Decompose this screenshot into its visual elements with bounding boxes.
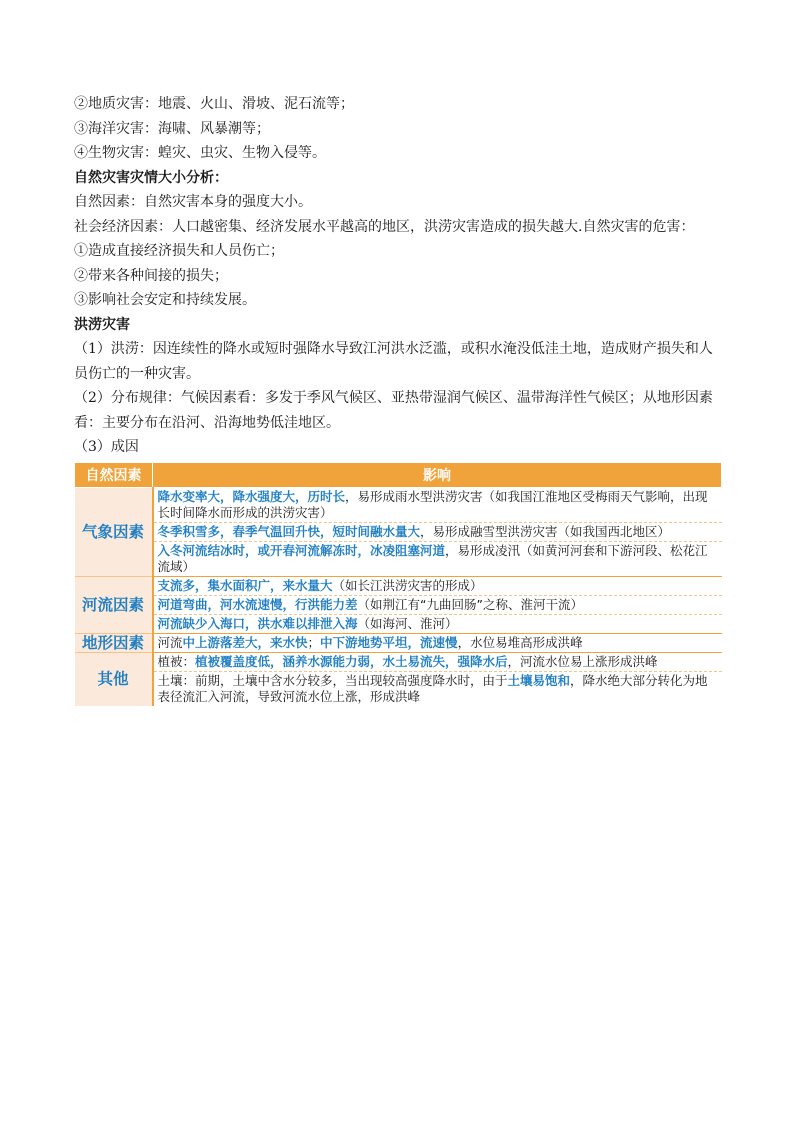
document-body [74, 92, 722, 706]
flood-heading: 洪涝灾害 [74, 316, 130, 333]
table-header-row [75, 462, 722, 487]
impact-text: 河流 [157, 634, 183, 650]
harm-line-2: ②带来各种间接的损失； [74, 267, 228, 284]
highlight-text: 河流缺少入海口，洪水难以排泄入海 [157, 615, 358, 631]
category-other: 其他 [75, 652, 153, 706]
highlight-text: 中下游地势平坦，流速慢 [320, 634, 458, 650]
analysis-heading: 自然灾害灾情大小分析： [74, 169, 228, 186]
impact-text: （如长江洪涝灾害的形成） [332, 577, 483, 593]
highlight-text: 支流多，集水面积广，来水量大 [157, 577, 333, 593]
highlight-text: 土壤易饱和 [507, 672, 571, 688]
category-terrain: 地形因素 [75, 633, 153, 652]
flood-definition: （1）洪涝：因连续性的降水或短时强降水导致江河洪水泛滥，或积水淹没低洼土地，造成财产损失和人员伤亡的一种灾害。 [74, 341, 713, 382]
terrain-impact [153, 633, 722, 652]
flood-causes-table [74, 462, 722, 706]
table-row [75, 595, 722, 614]
natural-factor-line: 自然因素：自然灾害本身的强度大小。 [74, 194, 312, 210]
table-row [75, 633, 722, 652]
river-impact-tributaries [153, 576, 722, 595]
impact-text: ，易形成凌汛（如黄河河套和下游河段、松花江流域） [157, 542, 708, 574]
impact-text: ，河流水位易上涨形成洪峰 [507, 653, 658, 669]
header-natural-factors: 自然因素 [75, 462, 153, 487]
impact-text: （如海河、淮河） [357, 615, 458, 631]
table-row [75, 614, 722, 633]
impact-text: 土壤：前期，土壤中含水分较多，当出现较高强度降水时，由于 [157, 672, 508, 688]
climate-impact-snowmelt [153, 522, 722, 541]
flood-distribution: （2）分布规律：气候因素看：多发于季风气候区、亚热带湿润气候区、温带海洋性气候区；从地形因素看：主要分布在沿河、沿海地势低洼地区。 [74, 390, 713, 431]
highlight-text: 入冬河流结冰时，或开春河流解冻时，冰凌阻塞河道 [157, 542, 446, 558]
table-row [75, 652, 722, 671]
other-impact-soil [153, 671, 722, 706]
intro-line-ocean: ③海洋灾害：海啸、风暴潮等； [74, 120, 270, 137]
climate-impact-rain [153, 487, 722, 522]
table-row [75, 671, 722, 706]
category-climate: 气象因素 [75, 487, 153, 576]
highlight-text: 降水变率大，降水强度大，历时长 [157, 488, 346, 504]
harm-line-3: ③影响社会安定和持续发展。 [74, 292, 256, 308]
harm-line-1: ①造成直接经济损失和人员伤亡； [74, 243, 284, 259]
header-impact: 影响 [153, 462, 722, 487]
table-row [75, 487, 722, 522]
intro-line-geology: ②地质灾害：地震、火山、滑坡、泥石流等； [74, 96, 354, 112]
category-river: 河流因素 [75, 576, 153, 633]
impact-text: ，易形成融雪型洪涝灾害（如我国西北地区） [420, 523, 671, 539]
impact-text: ，易形成雨水型洪涝灾害（如我国江淮地区受梅雨天气影响，出现长时间降水而形成的洪涝灾害） [157, 488, 708, 520]
flood-causes-label: （3）成因 [74, 439, 139, 455]
impact-text: ，降水绝大部分转化为地表径流汇入河流，导致河流水位上涨，形成洪峰 [157, 672, 708, 704]
impact-text: （如荆江有“九曲回肠”之称、淮河干流） [357, 596, 583, 612]
socio-factor-line: 社会经济因素：人口越密集、经济发展水平越高的地区，洪涝灾害造成的损失越大.自然灾害的危害： [74, 218, 695, 235]
highlight-text: 冬季积雪多，春季气温回升快，短时间融水量大 [157, 523, 421, 539]
table-row [75, 541, 722, 576]
river-impact-outlet [153, 614, 722, 633]
river-impact-meander [153, 595, 722, 614]
impact-text: ，水位易堆高形成洪峰 [457, 634, 583, 650]
other-impact-vegetation [153, 652, 722, 671]
impact-text: ； [307, 634, 321, 650]
climate-impact-ice [153, 541, 722, 576]
highlight-text: 植被覆盖度低，涵养水源能力弱，水土易流失，强降水后 [195, 653, 508, 669]
table-row [75, 576, 722, 595]
table-row [75, 522, 722, 541]
highlight-text: 中上游落差大，来水快 [182, 634, 308, 650]
impact-text: 植被： [157, 653, 196, 669]
intro-line-biology: ④生物灾害：蝗灾、虫灾、生物入侵等。 [74, 145, 326, 161]
highlight-text: 河道弯曲，河水流速慢，行洪能力差 [157, 596, 358, 612]
